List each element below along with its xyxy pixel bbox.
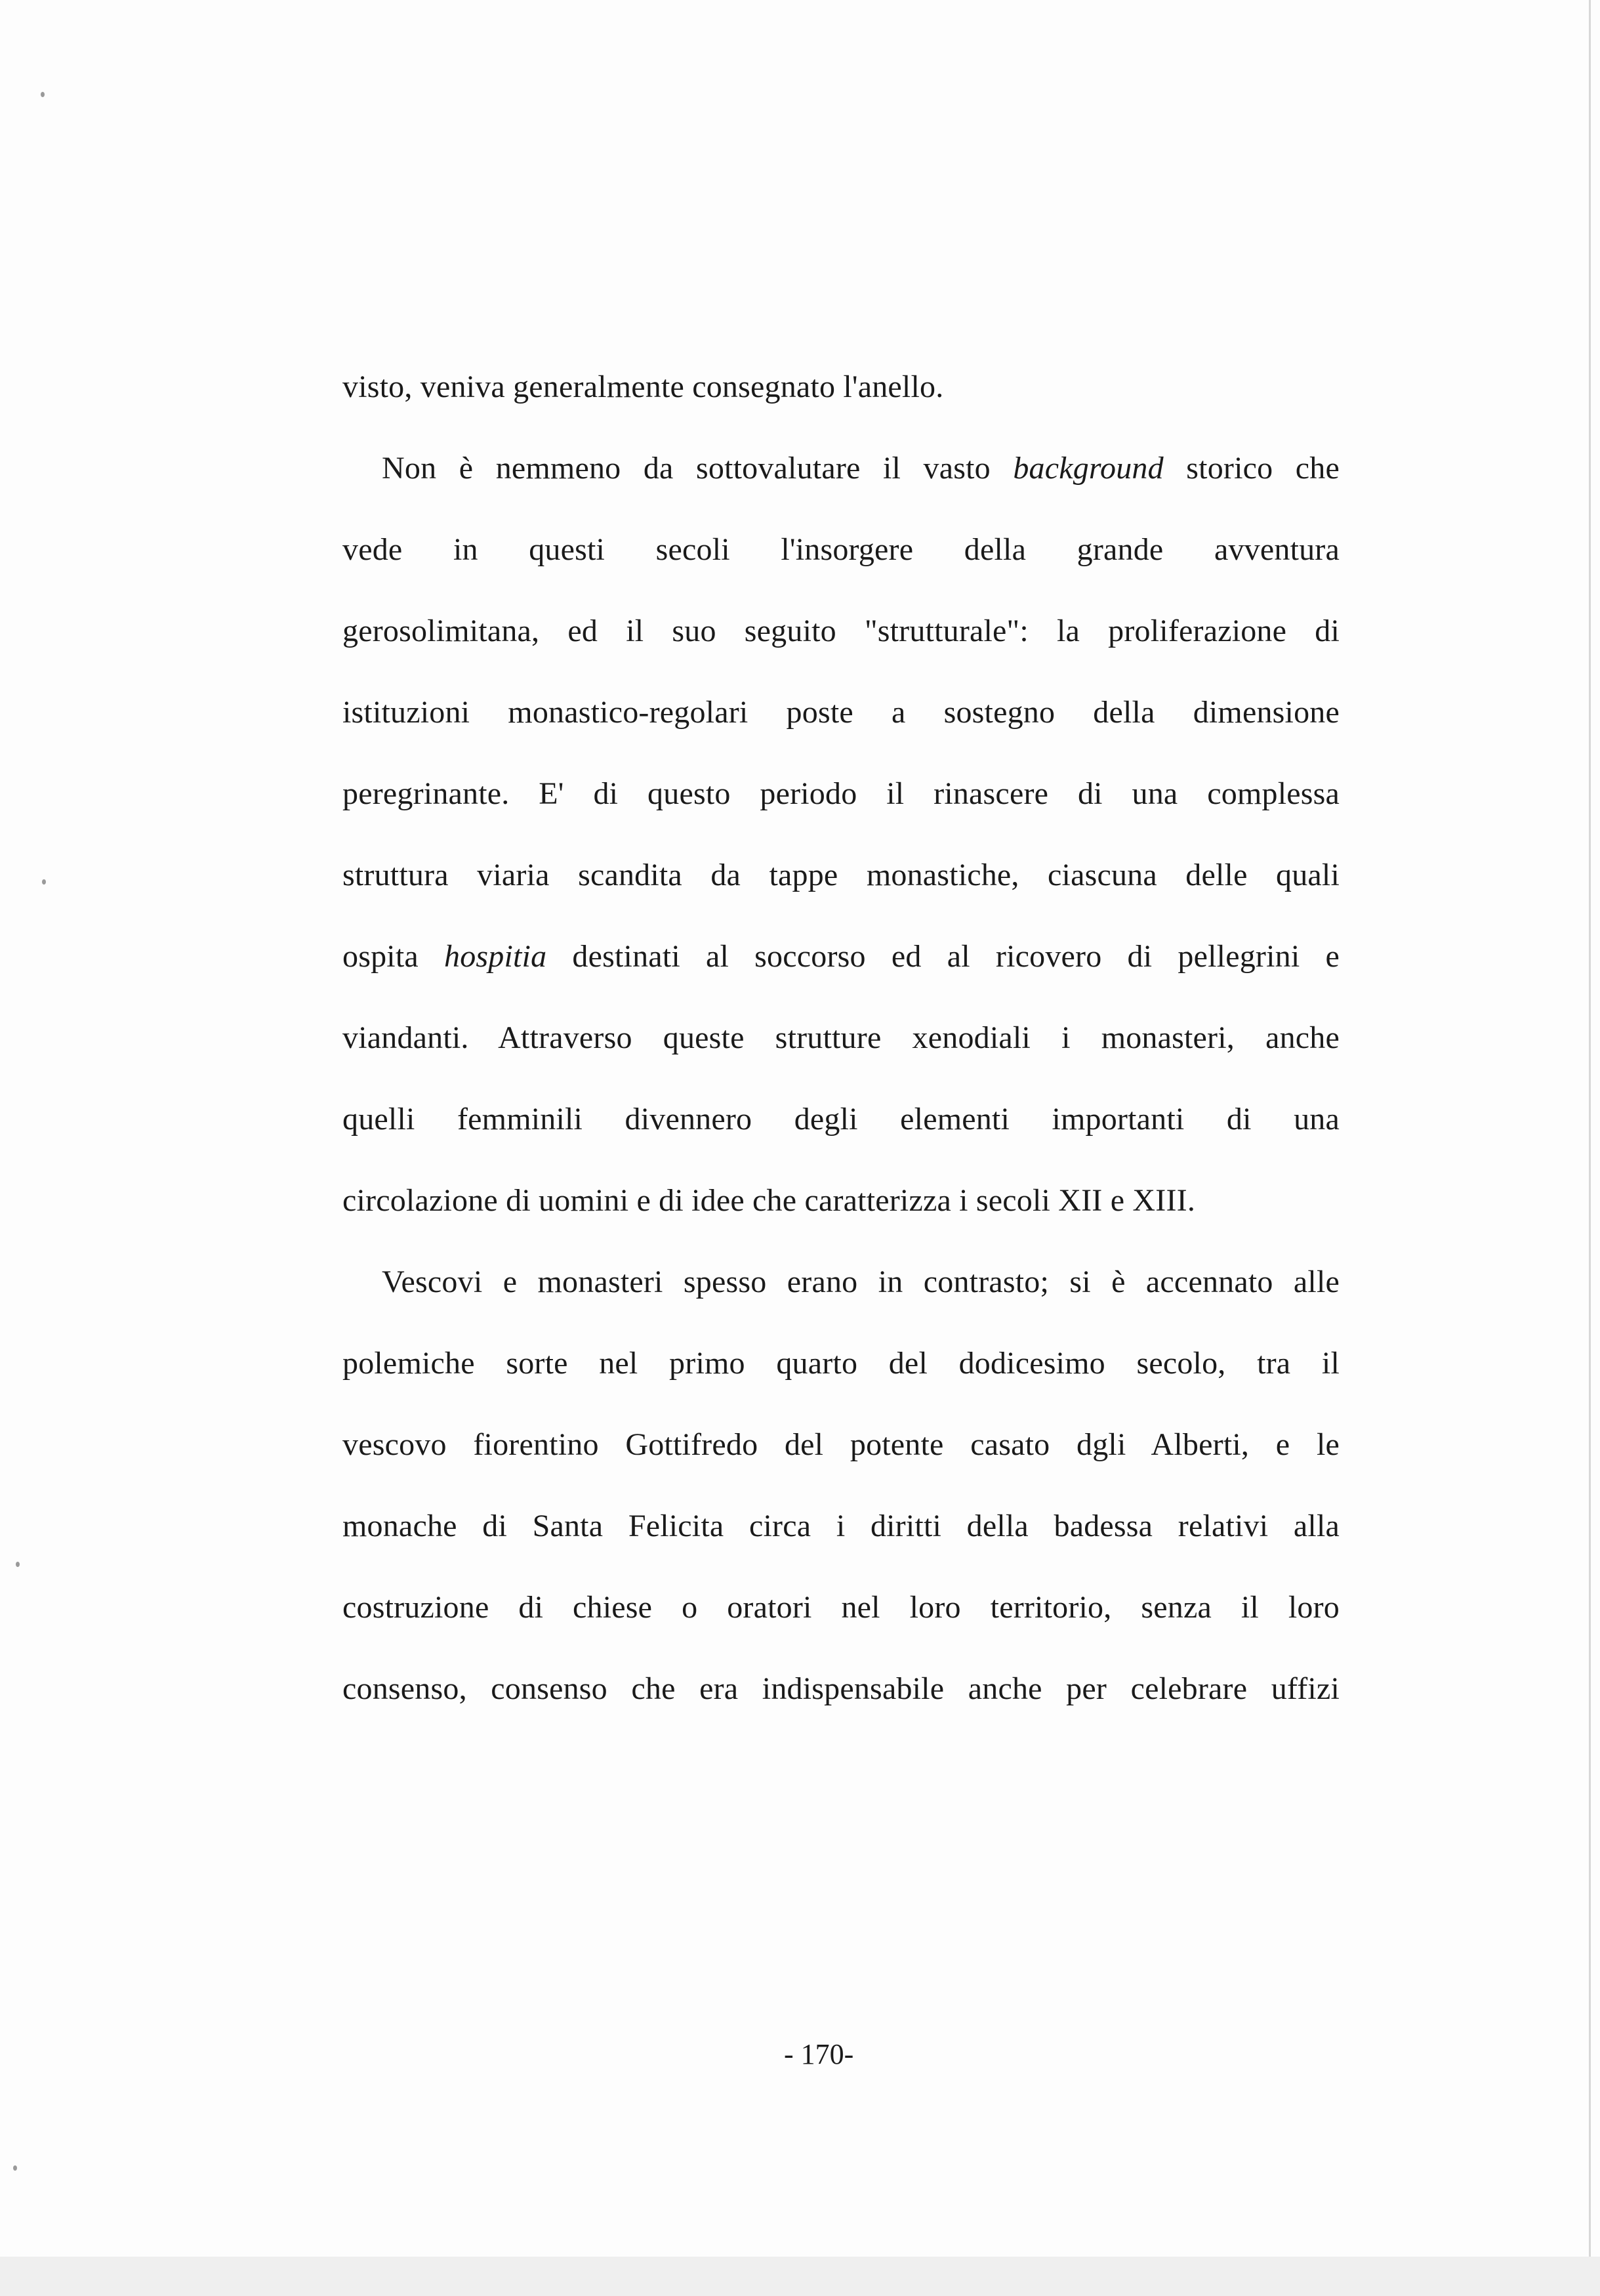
paragraph-1-line-1: visto, veniva generalmente consegnato l'anello.	[342, 369, 944, 404]
paragraph-2-line-1: Non è nemmeno da sottovalutare il vasto background storico che	[382, 451, 1340, 486]
paragraph-2-line-4: istituzioni monastico-regolari poste a sostegno della dimensione	[342, 695, 1340, 730]
paragraph-2-line-2: vede in questi secoli l'insorgere della grande avventura	[342, 532, 1340, 567]
paragraph-2-line-6: struttura viaria scandita da tappe monastiche, ciascuna delle quali	[342, 858, 1340, 892]
paragraph-3-line-1: Vescovi e monasteri spesso erano in contrasto; si è accennato alle	[382, 1264, 1340, 1299]
paragraph-3-line-5: costruzione di chiese o oratori nel loro territorio, senza il loro	[342, 1590, 1340, 1625]
paragraph-2-line-8: viandanti. Attraverso queste strutture xenodiali i monasteri, anche	[342, 1020, 1340, 1055]
scan-speck	[13, 2165, 17, 2171]
scan-speck	[41, 92, 45, 97]
paragraph-2-line-9: quelli femminili divennero degli elementi importanti di una	[342, 1102, 1340, 1137]
scan-speck	[42, 879, 46, 885]
paragraph-2-line-5: peregrinante. E' di questo periodo il rinascere di una complessa	[342, 776, 1340, 811]
scan-speck	[16, 1562, 20, 1567]
paragraph-3-line-3: vescovo fiorentino Gottifredo del potente casato dgli Alberti, e le	[342, 1427, 1340, 1462]
paragraph-3-line-2: polemiche sorte nel primo quarto del dodicesimo secolo, tra il	[342, 1346, 1340, 1381]
emphasis-background: background	[1013, 451, 1164, 486]
emphasis-hospitia: hospitia	[444, 939, 547, 974]
page-edge-divider	[1589, 0, 1591, 2257]
paragraph-2-line-3: gerosolimitana, ed il suo seguito "strutturale": la proliferazione di	[342, 614, 1340, 648]
scan-bottom-margin	[0, 2257, 1600, 2296]
paragraph-3-line-6: consenso, consenso che era indispensabile anche per celebrare uffizi	[342, 1671, 1340, 1706]
paragraph-2-line-7: ospita hospitia destinati al soccorso ed al ricovero di pellegrini e	[342, 939, 1340, 974]
page-number: - 170-	[784, 2038, 854, 2070]
paragraph-2-line-10: circolazione di uomini e di idee che caratterizza i secoli XII e XIII.	[342, 1183, 1196, 1218]
paragraph-3-line-4: monache di Santa Felicita circa i diritti della badessa relativi alla	[342, 1509, 1340, 1543]
